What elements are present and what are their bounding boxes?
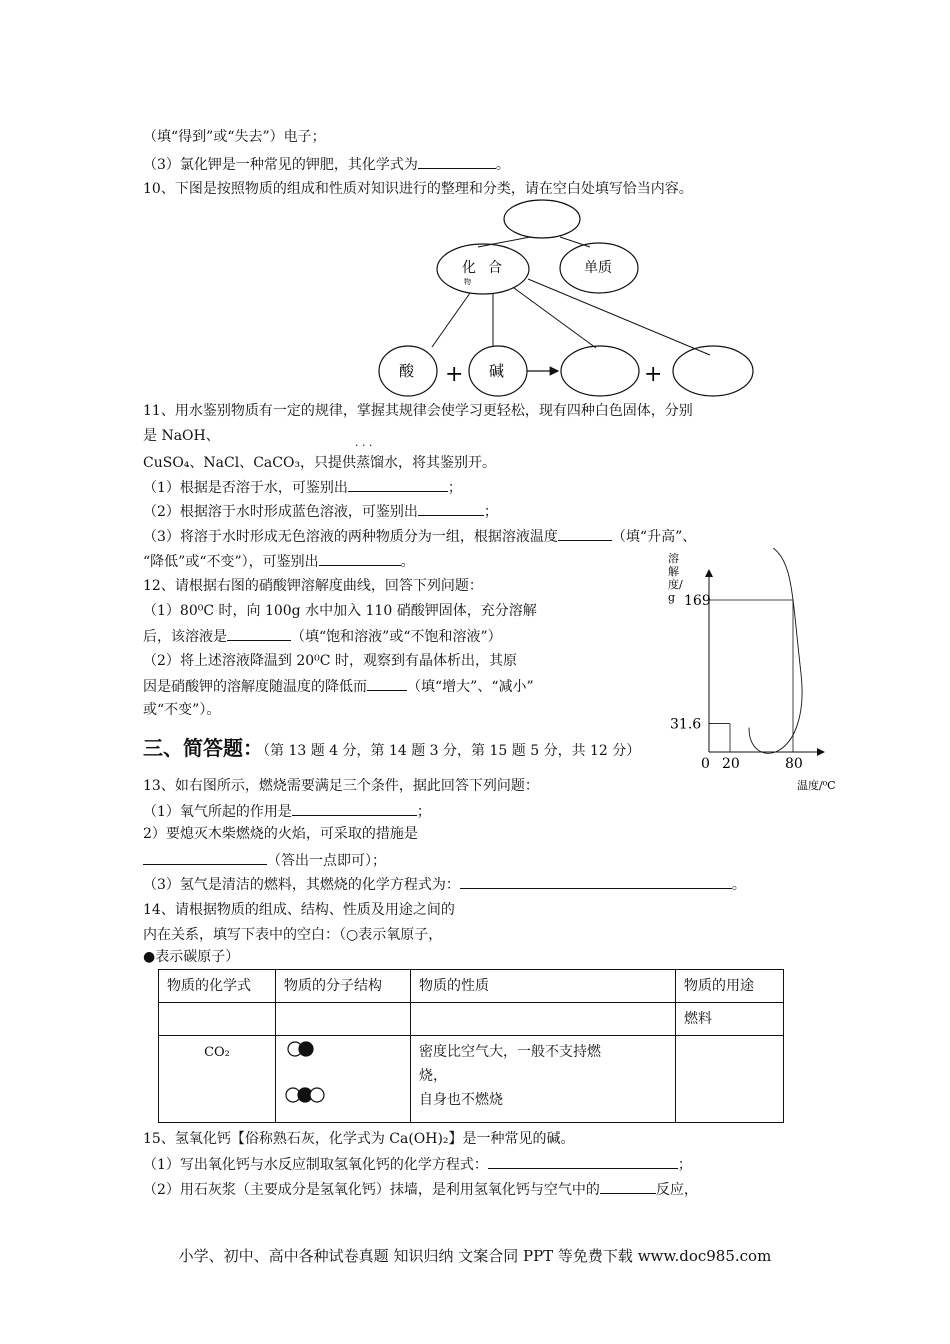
- table-cell: [411, 1036, 676, 1123]
- text-line: [143, 700, 220, 720]
- table-header: 物质的用途: [676, 970, 784, 1003]
- property-text: 密度比空气大，一般不支持燃: [419, 1044, 601, 1060]
- text: （填“升高”、: [611, 529, 697, 545]
- answer-blank[interactable]: [227, 626, 291, 641]
- x-axis-label: 温度/⁰C: [797, 779, 836, 792]
- substance-table: [158, 969, 784, 1123]
- answer-blank[interactable]: [143, 850, 267, 865]
- text: （2）根据溶于水时形成蓝色溶液，可鉴别出: [143, 504, 418, 520]
- section-note: （第 13 题 4 分，第 14 题 3 分，第 15 题 5 分，共 12 分）: [263, 743, 641, 759]
- text: 是 NaOH、: [143, 428, 220, 444]
- formula-co2: CO₂: [204, 1045, 230, 1060]
- table-row: [159, 1036, 784, 1123]
- text: 。: [731, 877, 746, 893]
- plus-sign: +: [445, 362, 464, 387]
- compound-node: [437, 244, 529, 294]
- question-14: [143, 900, 455, 920]
- emphasis-dots: [355, 440, 372, 452]
- question-13: [143, 776, 539, 796]
- section-3-heading: [143, 735, 640, 764]
- text: 。: [400, 554, 415, 570]
- connector: [478, 237, 530, 247]
- section-title: 三、简答题：: [143, 736, 263, 760]
- question-11-3: [143, 526, 696, 547]
- text: · · ·: [355, 439, 373, 452]
- question-12-1: [143, 626, 502, 647]
- element-label: 单质: [584, 260, 612, 276]
- text: （3）氯化钾是一种常见的钾肥，其化学式为: [143, 157, 418, 173]
- text-line: [143, 426, 220, 446]
- text: （2）将上述溶液降温到 20⁰C 时，观察到有晶体析出，其原: [143, 653, 517, 669]
- answer-blank[interactable]: [600, 1179, 656, 1194]
- classification-diagram: [370, 195, 770, 405]
- answer-blank[interactable]: [292, 801, 417, 816]
- x-tick-20: 20: [722, 756, 740, 772]
- property-text: 烧，: [419, 1068, 447, 1084]
- text: 后，该溶液是: [143, 629, 227, 645]
- page-footer: 小学、初中、高中各种试卷真题 知识归纳 文案合同 PPT 等免费下载 www.doc985.com: [178, 1247, 772, 1265]
- text: “降低”或“不变”），可鉴别出: [143, 554, 319, 570]
- text: ；: [447, 480, 462, 496]
- text: （1）80⁰C 时，向 100g 水中加入 110 硝酸钾固体，充分溶解: [143, 603, 537, 619]
- y-axis-label-char: 溶: [668, 552, 679, 565]
- text-line: [143, 453, 496, 473]
- co-molecule-icon: [288, 1042, 313, 1056]
- text: 15、氢氧化钙【俗称熟石灰，化学式为 Ca(OH)₂】是一种常见的碱。: [143, 1131, 575, 1147]
- co2-molecule-icon: [286, 1088, 324, 1102]
- answer-blank[interactable]: [460, 874, 732, 889]
- table-row: [159, 1003, 784, 1036]
- y-tick-169: 169: [684, 593, 711, 609]
- text: 14、请根据物质的组成、结构、性质及用途之间的: [143, 902, 455, 918]
- table-cell: [159, 1036, 276, 1123]
- text: （1）写出氧化钙与水反应制取氢氧化钙的化学方程式：: [143, 1157, 488, 1173]
- text-line: [143, 551, 415, 572]
- property-text: 自身也不燃烧: [419, 1092, 503, 1108]
- connector: [528, 279, 710, 355]
- question-15-2: [143, 1179, 698, 1200]
- table-header: 物质的化学式: [159, 970, 276, 1003]
- answer-blank[interactable]: [418, 501, 484, 516]
- question-13-2: [143, 824, 418, 844]
- y-axis-label-char: 解: [668, 565, 679, 578]
- connector: [514, 288, 596, 348]
- text: （3）氢气是清洁的燃料，其燃烧的化学方程式为：: [143, 877, 460, 893]
- table-cell-blank[interactable]: [159, 1003, 276, 1036]
- question-15-1: [143, 1154, 692, 1175]
- text: 12、请根据右图的硝酸钾溶解度曲线，回答下列问题：: [143, 578, 483, 594]
- question-11: [143, 401, 693, 421]
- table-cell-blank[interactable]: [276, 1003, 411, 1036]
- text: （1）氧气所起的作用是: [143, 804, 292, 820]
- text: ；: [483, 504, 498, 520]
- text: （1）根据是否溶于水，可鉴别出: [143, 480, 348, 496]
- text: （填“饱和溶液”或“不饱和溶液”）: [291, 629, 502, 645]
- text: （3）将溶于水时形成无色溶液的两种物质分为一组，根据溶液温度: [143, 529, 558, 545]
- blank-product-node[interactable]: [673, 346, 753, 396]
- answer-blank[interactable]: [488, 1154, 678, 1169]
- compound-label: 物: [464, 278, 471, 286]
- answer-blank[interactable]: [558, 526, 612, 541]
- table-cell-blank[interactable]: [676, 1036, 784, 1123]
- solubility-chart: [660, 548, 845, 793]
- question-12-2: [143, 676, 534, 697]
- text: ●表示碳原子）: [143, 949, 240, 965]
- text-line: [143, 601, 537, 621]
- text: 因是硝酸钾的溶解度随温度的降低而: [143, 679, 367, 695]
- table-cell: 燃料: [676, 1003, 784, 1036]
- text: 或“不变”）。: [143, 702, 221, 718]
- blank-node-top[interactable]: [504, 200, 580, 238]
- table-cell-blank[interactable]: [411, 1003, 676, 1036]
- text-line: [143, 651, 517, 671]
- compound-label: 化: [462, 260, 476, 276]
- question-11-1: [143, 477, 462, 498]
- table-header: 物质的分子结构: [276, 970, 411, 1003]
- molecule-structures: [284, 1040, 384, 1110]
- blank-product-node[interactable]: [561, 346, 639, 396]
- y-axis-label-char: 度/: [668, 578, 683, 591]
- connector: [560, 237, 590, 247]
- text: 反应，: [655, 1182, 698, 1198]
- table-cell-structure: [276, 1036, 411, 1123]
- acid-label: 酸: [399, 362, 415, 380]
- answer-blank[interactable]: [418, 154, 496, 169]
- text: 2）要熄灭木柴燃烧的火焰，可采取的措施是: [143, 826, 418, 842]
- text: （填“增大”、“减小”: [407, 679, 534, 695]
- answer-blank[interactable]: [348, 477, 448, 492]
- y-axis-label-char: g: [668, 591, 676, 604]
- text: 。: [495, 157, 510, 173]
- answer-blank[interactable]: [367, 676, 407, 691]
- text: 内在关系，填写下表中的空白：（○表示氧原子，: [143, 927, 443, 943]
- text: （答出一点即可）；: [267, 853, 386, 869]
- text: ；: [677, 1157, 692, 1173]
- question-9-3: [143, 154, 510, 175]
- y-tick-31-6: 31.6: [670, 716, 702, 733]
- text: ；: [416, 804, 431, 820]
- question-13-1: [143, 801, 431, 822]
- text: （填“得到”或“失去”）电子；: [143, 129, 326, 145]
- text-line: [143, 947, 239, 967]
- text-line: [143, 850, 386, 871]
- plus-sign: +: [644, 362, 663, 387]
- x-tick-0: 0: [701, 756, 710, 772]
- solubility-curve: [749, 548, 802, 753]
- question-15: [143, 1129, 575, 1149]
- table-header: 物质的性质: [411, 970, 676, 1003]
- text: 11、用水鉴别物质有一定的规律，掌握其规律会使学习更轻松，现有四种白色固体，分别: [143, 403, 693, 419]
- x-tick-80: 80: [785, 756, 803, 772]
- compound-label: 合: [488, 260, 502, 276]
- text-line: [143, 925, 442, 945]
- answer-blank[interactable]: [319, 551, 401, 566]
- text: 13、如右图所示，燃烧需要满足三个条件，据此回答下列问题：: [143, 778, 539, 794]
- connector: [432, 293, 470, 347]
- text: 10、下图是按照物质的组成和性质对知识进行的整理和分类，请在空白处填写恰当内容。: [143, 181, 693, 197]
- text: （2）用石灰浆（主要成分是氢氧化钙）抹墙，是利用氢氧化钙与空气中的: [143, 1182, 600, 1198]
- question-11-2: [143, 501, 498, 522]
- text-line: [143, 127, 326, 147]
- question-13-3: [143, 874, 746, 895]
- question-12: [143, 576, 483, 596]
- base-label: 碱: [489, 362, 505, 380]
- table-header-row: [159, 970, 784, 1003]
- text: CuSO₄、NaCl、CaCO₃，只提供蒸馏水，将其鉴别开。: [143, 455, 497, 471]
